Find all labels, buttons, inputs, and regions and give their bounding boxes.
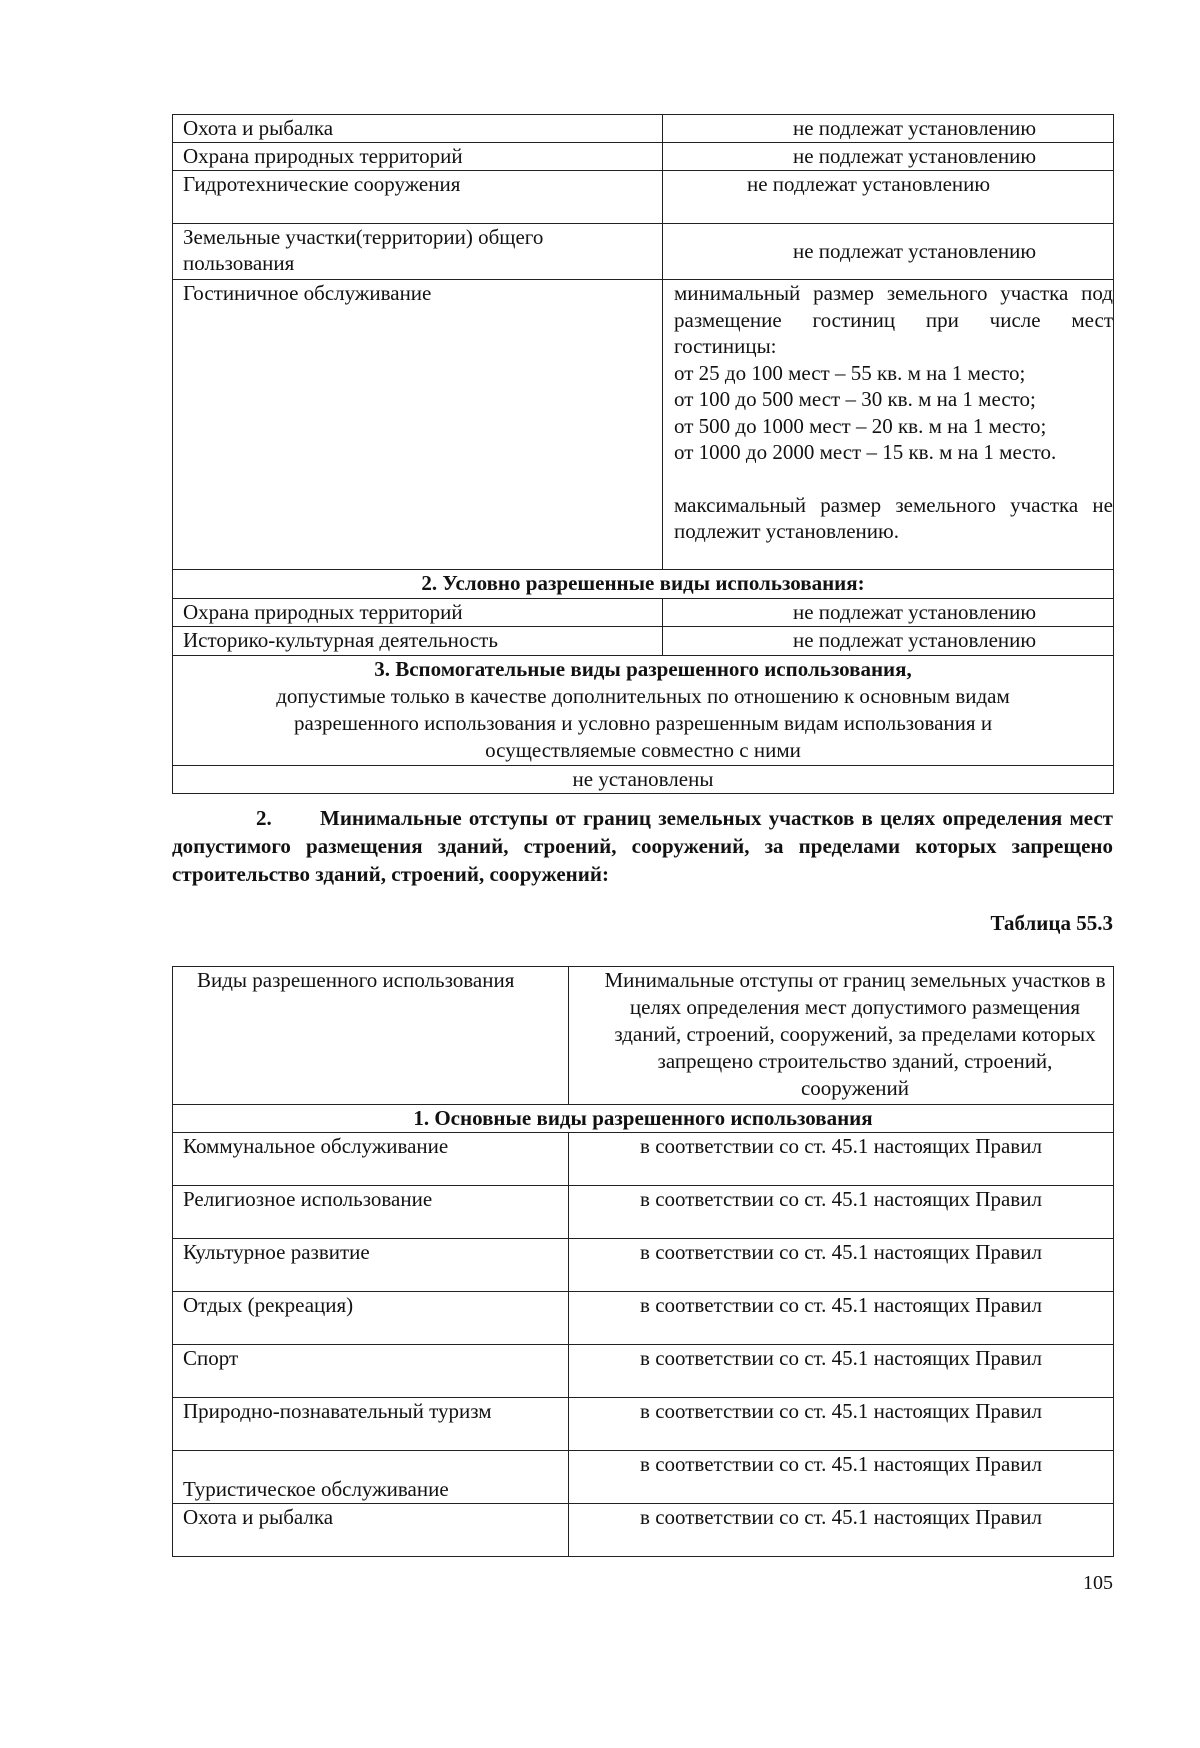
section3-cell <box>173 656 1114 766</box>
section-header-row <box>173 656 1114 766</box>
paragraph-text: Минимальные отступы от границ земельных участков в целях определения мест допустимого размещения зданий, строений, сооружений, за пределами которых запрещено строительство зданий, строений, сооружений: <box>172 806 1113 886</box>
table-row <box>173 115 1114 143</box>
table-row <box>173 599 1114 627</box>
use-cell: Религиозное использование <box>173 1186 569 1239</box>
hotel-line: от 100 до 500 мест – 30 кв. м на 1 место; <box>674 387 1036 411</box>
header-row <box>173 967 1114 1105</box>
use-cell: Туристическое обслуживание <box>173 1451 569 1504</box>
table-row <box>173 1292 1114 1345</box>
land-plot-size-table <box>172 114 1114 794</box>
table-row <box>173 224 1114 280</box>
paragraph <box>172 804 1113 888</box>
use-cell: Спорт <box>173 1345 569 1398</box>
value-cell: в соответствии со ст. 45.1 настоящих Правил <box>569 1398 1114 1451</box>
hotel-value-cell <box>663 280 1114 570</box>
value-cell: в соответствии со ст. 45.1 настоящих Правил <box>569 1292 1114 1345</box>
table-row <box>173 1398 1114 1451</box>
section-title: 3. Вспомогательные виды разрешенного использования, <box>374 657 912 681</box>
use-cell: Охрана природных территорий <box>173 143 663 171</box>
section-note: допустимые только в качестве дополнительных по отношению к основным видам разрешенного использования и условно разрешенным видам использования и осуществляемые совместно с ними <box>276 684 1010 762</box>
header-left: Виды разрешенного использования <box>173 967 569 1105</box>
use-cell: Коммунальное обслуживание <box>173 1133 569 1186</box>
table-caption: Таблица 55.3 <box>990 911 1113 935</box>
use-cell: Гостиничное обслуживание <box>173 280 663 570</box>
use-cell: Историко-культурная деятельность <box>173 627 663 656</box>
table-row <box>173 280 1114 570</box>
hotel-line: от 500 до 1000 мест – 20 кв. м на 1 место; <box>674 413 1047 438</box>
use-cell: Природно-познавательный туризм <box>173 1398 569 1451</box>
table-row <box>173 1239 1114 1292</box>
table-row <box>173 1451 1114 1504</box>
table-row <box>173 1504 1114 1557</box>
table-row <box>173 171 1114 224</box>
value-cell: не подлежат установлению <box>663 115 1114 143</box>
section-header-row <box>173 570 1114 599</box>
table-row <box>173 627 1114 656</box>
table-row <box>173 1186 1114 1239</box>
paragraph-number: 2. <box>256 806 272 830</box>
section-title: 2. Условно разрешенные виды использования: <box>173 570 1114 599</box>
use-cell: Отдых (рекреация) <box>173 1292 569 1345</box>
value-cell: в соответствии со ст. 45.1 настоящих Правил <box>569 1345 1114 1398</box>
value-cell: не подлежат установлению <box>663 627 1114 656</box>
section-header-row <box>173 1105 1114 1133</box>
use-cell: Охота и рыбалка <box>173 115 663 143</box>
value-cell: не подлежат установлению <box>663 599 1114 627</box>
value-cell: не подлежат установлению <box>663 171 1114 224</box>
value-cell: не подлежат установлению <box>663 143 1114 171</box>
hotel-line: минимальный размер земельного участка под размещение гостиниц при числе мест гостиницы: <box>674 281 1113 358</box>
value-cell: не установлены <box>173 766 1114 794</box>
table-row <box>173 1345 1114 1398</box>
use-cell: Охота и рыбалка <box>173 1504 569 1557</box>
use-cell: Гидротехнические сооружения <box>173 171 663 224</box>
hotel-line: от 1000 до 2000 мест – 15 кв. м на 1 место. <box>674 440 1057 464</box>
value-cell: в соответствии со ст. 45.1 настоящих Правил <box>569 1186 1114 1239</box>
hotel-line: от 25 до 100 мест – 55 кв. м на 1 место; <box>674 360 1026 385</box>
use-cell: Земельные участки(территории) общего пользования <box>173 224 663 280</box>
section-title: 1. Основные виды разрешенного использования <box>173 1105 1114 1133</box>
use-cell: Охрана природных территорий <box>173 599 663 627</box>
value-cell: не подлежат установлению <box>663 224 1114 280</box>
table-row <box>173 1133 1114 1186</box>
value-cell: в соответствии со ст. 45.1 настоящих Правил <box>569 1504 1114 1557</box>
table-row <box>173 143 1114 171</box>
page-number: 105 <box>1083 1572 1113 1594</box>
table-row <box>173 766 1114 794</box>
header-right: Минимальные отступы от границ земельных участков в целях определения мест допустимого размещения зданий, строений, сооружений, за пределами которых запрещено строительство зданий, строений, сооружений <box>569 967 1114 1105</box>
setbacks-table <box>172 966 1114 1557</box>
hotel-line: максимальный размер земельного участка не подлежит установлению. <box>674 492 1113 543</box>
use-cell: Культурное развитие <box>173 1239 569 1292</box>
value-cell: в соответствии со ст. 45.1 настоящих Правил <box>569 1133 1114 1186</box>
value-cell: в соответствии со ст. 45.1 настоящих Правил <box>569 1239 1114 1292</box>
value-cell: в соответствии со ст. 45.1 настоящих Правил <box>569 1451 1114 1504</box>
